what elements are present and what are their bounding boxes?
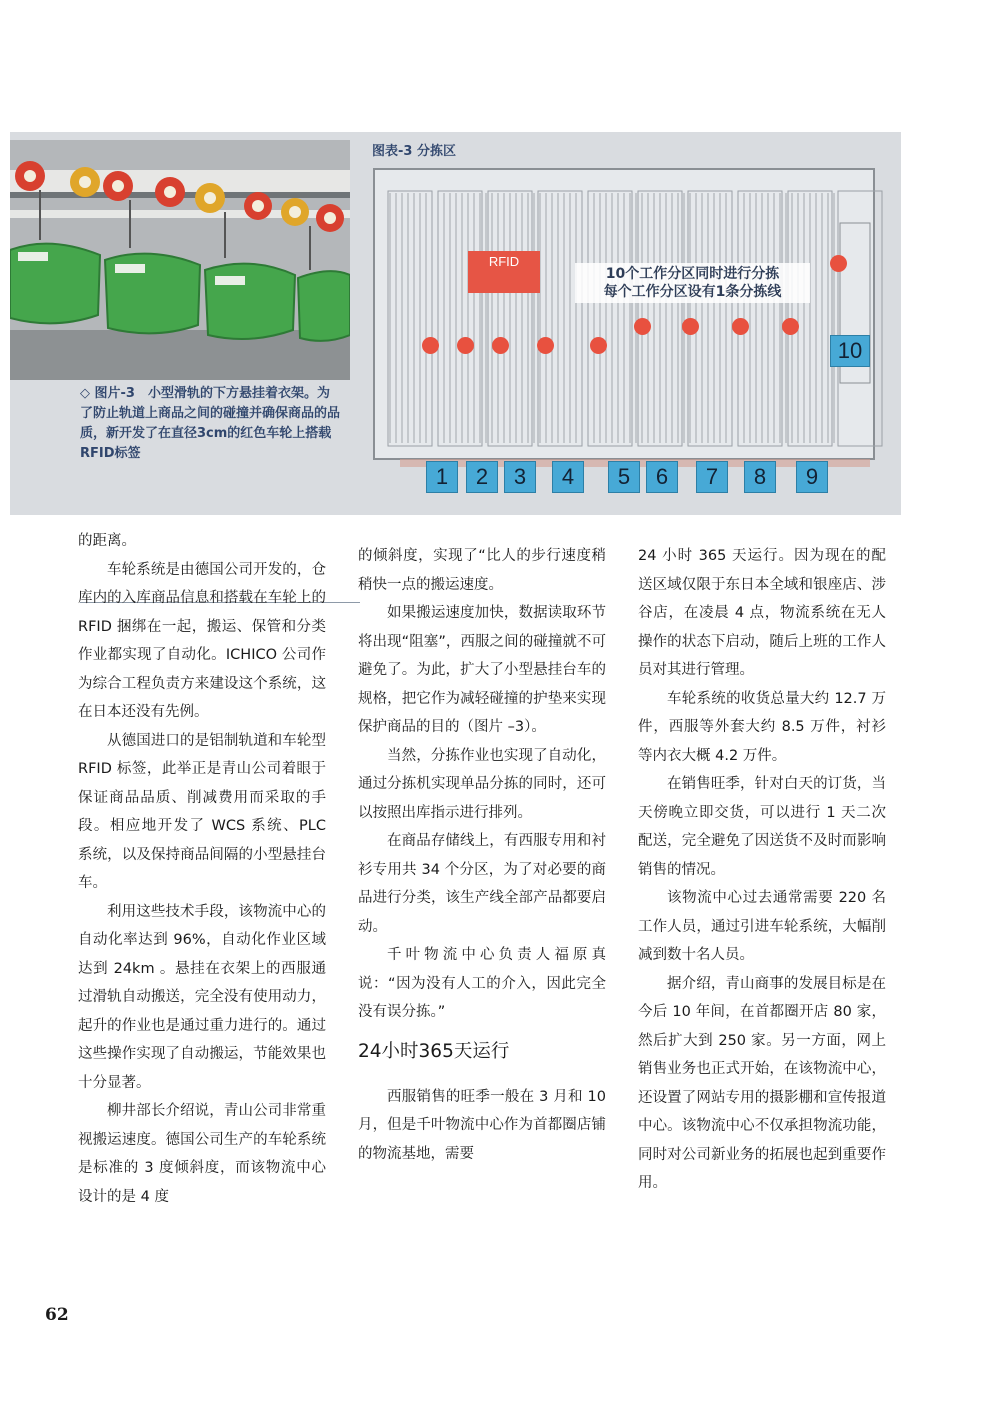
- paragraph: 的倾斜度，实现了“比人的步行速度稍稍快一点的搬运速度。: [358, 548, 606, 593]
- rfid-marker: [537, 337, 554, 354]
- paragraph: 的距离。: [78, 533, 136, 549]
- zone-tag: 2: [466, 461, 498, 493]
- photo-caption: ◇ 图片-3 小型滑轨的下方悬挂着衣架。为了防止轨道上商品之间的碰撞并确保商品的品质，新开发了在直径3cm的红色车轮上搭载RFID标签: [80, 386, 341, 461]
- sorting-area-plan: [370, 163, 890, 508]
- paragraph: 在销售旺季，针对白天的订货，当天傍晚立即交货，可以进行 1 天二次配送，完全避免了因送货不及时而影响销售的情况。: [638, 776, 886, 878]
- article-column-3: [638, 542, 886, 1198]
- zone-tag: 9: [796, 461, 828, 493]
- rfid-marker: [732, 318, 749, 335]
- rfid-marker: [634, 318, 651, 335]
- rfid-marker: [590, 337, 607, 354]
- paragraph: 利用这些技术手段，该物流中心的自动化率达到 96%，自动化作业区域达到 24km 。悬挂在衣架上的西服通过滑轨自动搬送，完全没有使用动力，起升的作业也是通过重力进行的。通过这些操作实现了自动搬运，节能效果也十分显著。: [78, 903, 326, 1091]
- zone-tag: 5: [608, 461, 640, 493]
- zone-tag: 7: [696, 461, 728, 493]
- zone-tag: 6: [646, 461, 678, 493]
- zone-tag: 10: [830, 335, 870, 367]
- rfid-marker: [782, 318, 799, 335]
- paragraph: 据介绍，青山商事的发展目标是在今后 10 年间，在首都圈开店 80 家，然后扩大到 250 家。另一方面，网上销售业务也正式开始，在该物流中心，还设置了网站专用的摄影棚和宣传报道中心。该物流中心不仅承担物流功能，同时对公司新业务的拓展也起到重要作用。: [638, 975, 886, 1191]
- article-column-2: [358, 542, 606, 1168]
- paragraph: 如果搬运速度加快，数据读取环节将出现“阻塞”，西服之间的碰撞就不可避免了。为此，扩大了小型悬挂台车的规格，把它作为减轻碰撞的护垫来实现保护商品的目的（图片 –3）。: [358, 605, 606, 735]
- rfid-marker: [422, 337, 439, 354]
- zone-note-line2: 每个工作分区设有1条分拣线: [603, 284, 782, 300]
- zone-tag: 4: [552, 461, 584, 493]
- section-heading: 24小时365天运行: [358, 1040, 510, 1062]
- article-column-1: [78, 527, 326, 1211]
- zone-tag: 3: [504, 461, 536, 493]
- paragraph: 在商品存储线上，有西服专用和衬衫专用共 34 个分区，为了对必要的商品进行分类，该生产线全部产品都要启动。: [358, 833, 606, 935]
- zone-note-line1: 10个工作分区同时进行分拣: [605, 266, 780, 282]
- rail-photo: [10, 140, 350, 380]
- paragraph: 车轮系统的收货总量大约 12.7 万件，西服等外套大约 8.5 万件，衬衫等内衣大概 4.2 万件。: [638, 690, 886, 764]
- paragraph: 从德国进口的是铝制轨道和车轮型 RFID 标签，此举正是青山公司着眼于保证商品品质、削减费用而采取的手段。相应地开发了 WCS 系统、PLC 系统，以及保持商品间隔的小型悬挂台车。: [78, 732, 326, 891]
- rfid-marker: [457, 337, 474, 354]
- paragraph: 柳井部长介绍说，青山公司非常重视搬运速度。德国公司生产的车轮系统是标准的 3 度倾斜度，而该物流中心设计的是 4 度: [78, 1103, 326, 1205]
- paragraph: 当然，分拣作业也实现了自动化，通过分拣机实现单品分拣的同时，还可以按照出库指示进行排列。: [358, 747, 606, 821]
- zone-tag: 1: [426, 461, 458, 493]
- paragraph: 西服销售的旺季一般在 3 月和 10 月，但是千叶物流中心作为首都圈店铺的物流基地，需要: [358, 1088, 606, 1162]
- zone-tag: 8: [744, 461, 776, 493]
- paragraph: 千叶物流中心负责人福原真说：“因为没有人工的介入，因此完全没有误分拣。”: [358, 947, 606, 1020]
- rfid-marker: [682, 318, 699, 335]
- page-number: 62: [45, 1305, 69, 1325]
- rfid-marker: [492, 337, 509, 354]
- paragraph: 该物流中心过去通常需要 220 名工作人员，通过引进车轮系统，大幅削减到数十名人员。: [638, 890, 886, 963]
- chart-title: 图表-3 分拣区: [372, 144, 456, 159]
- paragraph: 24 小时 365 天运行。因为现在的配送区域仅限于东日本全域和银座店、涉谷店，在凌晨 4 点，物流系统在无人操作的状态下启动，随后上班的工作人员对其进行管理。: [638, 548, 886, 678]
- zone-note: [575, 263, 810, 303]
- rfid-label: RFID: [468, 251, 540, 293]
- paragraph: 车轮系统是由德国公司开发的，仓库内的入库商品信息和搭载在车轮上的 RFID 捆绑在一起，搬运、保管和分类作业都实现了自动化。ICHICO 公司作为综合工程负责方来建设这个系统，这在日本还没有先例。: [78, 561, 326, 720]
- rfid-marker: [830, 255, 847, 272]
